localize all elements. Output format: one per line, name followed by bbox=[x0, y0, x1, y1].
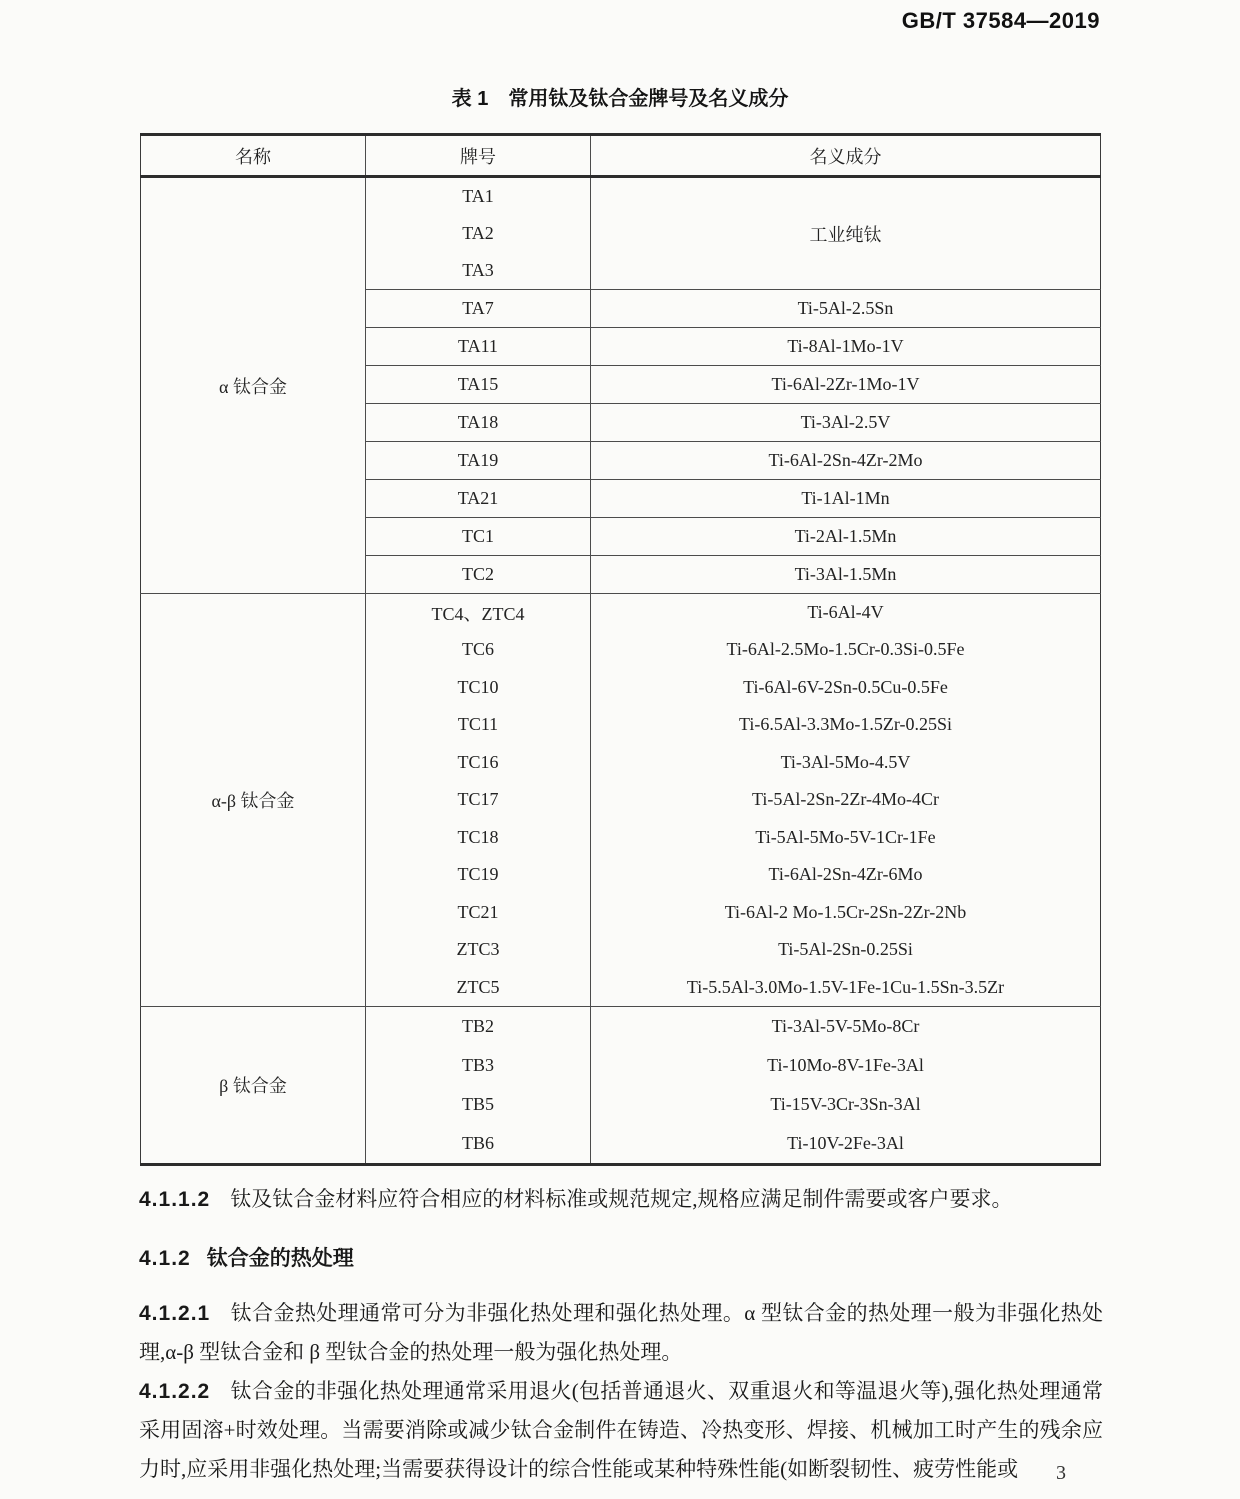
composition-cell: Ti-6Al-6V-2Sn-0.5Cu-0.5Fe bbox=[591, 669, 1101, 707]
page-number: 3 bbox=[1056, 1462, 1066, 1484]
clause-number: 4.1.2.1 bbox=[139, 1302, 211, 1325]
composition-cell: Ti-6Al-2 Mo-1.5Cr-2Sn-2Zr-2Nb bbox=[591, 894, 1101, 932]
grade-cell: ZTC3 bbox=[366, 931, 591, 969]
grade-cell: TA15 bbox=[366, 366, 591, 404]
clause-number: 4.1.1.2 bbox=[139, 1188, 211, 1211]
clause-paragraph-4121 bbox=[139, 1294, 1103, 1372]
composition-cell: Ti-5Al-2.5Sn bbox=[591, 290, 1101, 328]
composition-cell: Ti-3Al-5V-5Mo-8Cr bbox=[591, 1006, 1101, 1046]
clause-text: 钛合金的非强化热处理通常采用退火(包括普通退火、双重退火和等温退火等),强化热处理通常采用固溶+时效处理。当需要消除或减少钛合金制件在铸造、冷热变形、焊接、机械加工时产生的残余应力时,应采用非强化热处理;当需要获得设计的综合性能或某种特殊性能(如断裂韧性、疲劳性能或 bbox=[139, 1379, 1103, 1481]
composition-cell: Ti-3Al-1.5Mn bbox=[591, 556, 1101, 594]
composition-cell: 工业纯钛 bbox=[591, 177, 1101, 290]
grade-cell: TC4、ZTC4 bbox=[366, 594, 591, 632]
composition-cell: Ti-3Al-2.5V bbox=[591, 404, 1101, 442]
composition-cell: Ti-10V-2Fe-3Al bbox=[591, 1125, 1101, 1165]
grade-cell: TA11 bbox=[366, 328, 591, 366]
group-name-cell: α-β 钛合金 bbox=[141, 594, 366, 1007]
group-name-cell: α 钛合金 bbox=[219, 376, 287, 397]
grade-cell: TC10 bbox=[366, 669, 591, 707]
body-text bbox=[139, 1180, 1103, 1489]
grade-cell: TA18 bbox=[366, 404, 591, 442]
clause-number: 4.1.2.2 bbox=[139, 1380, 211, 1403]
composition-cell: Ti-5Al-2Sn-2Zr-4Mo-4Cr bbox=[591, 781, 1101, 819]
clause-paragraph-4112 bbox=[139, 1180, 1103, 1219]
grade-cell: TB5 bbox=[366, 1085, 591, 1125]
grade-cell: TA19 bbox=[366, 442, 591, 480]
grade-cell: TB6 bbox=[366, 1125, 591, 1165]
composition-cell: Ti-5.5Al-3.0Mo-1.5V-1Fe-1Cu-1.5Sn-3.5Zr bbox=[591, 969, 1101, 1007]
composition-cell: Ti-5Al-5Mo-5V-1Cr-1Fe bbox=[591, 819, 1101, 857]
composition-cell: Ti-10Mo-8V-1Fe-3Al bbox=[591, 1046, 1101, 1086]
grade-cell: TC17 bbox=[366, 781, 591, 819]
section-heading-412 bbox=[139, 1239, 1103, 1278]
column-header-composition: 名义成分 bbox=[591, 135, 1101, 177]
composition-cell: Ti-5Al-2Sn-0.25Si bbox=[591, 931, 1101, 969]
grade-cell: TC19 bbox=[366, 856, 591, 894]
column-header-name: 名称 bbox=[141, 135, 366, 177]
grade-line: TA1 bbox=[462, 186, 494, 206]
grade-cell: TC2 bbox=[366, 556, 591, 594]
composition-cell: Ti-6Al-2Sn-4Zr-2Mo bbox=[591, 442, 1101, 480]
clause-paragraph-4122 bbox=[139, 1372, 1103, 1489]
section-heading-text: 钛合金的热处理 bbox=[206, 1247, 354, 1270]
grade-cell: ZTC5 bbox=[366, 969, 591, 1007]
composition-cell: Ti-6.5Al-3.3Mo-1.5Zr-0.25Si bbox=[591, 706, 1101, 744]
grade-line: TA3 bbox=[462, 260, 494, 280]
grade-cell: TC18 bbox=[366, 819, 591, 857]
clause-number: 4.1.2 bbox=[139, 1247, 191, 1270]
composition-cell: Ti-1Al-1Mn bbox=[591, 480, 1101, 518]
clause-text: 钛及钛合金材料应符合相应的材料标准或规范规定,规格应满足制件需要或客户要求。 bbox=[230, 1187, 1013, 1211]
grade-cell: TB2 bbox=[366, 1006, 591, 1046]
table-title: 表 1 常用钛及钛合金牌号及名义成分 bbox=[451, 88, 789, 110]
alloy-table bbox=[140, 133, 1101, 1166]
grade-cell: TC11 bbox=[366, 706, 591, 744]
composition-cell: Ti-15V-3Cr-3Sn-3Al bbox=[591, 1085, 1101, 1125]
grade-cell: TC6 bbox=[366, 631, 591, 669]
standard-code: GB/T 37584—2019 bbox=[901, 8, 1100, 33]
table-row bbox=[141, 177, 1101, 290]
composition-cell: Ti-6Al-2Zr-1Mo-1V bbox=[591, 366, 1101, 404]
composition-cell: Ti-6Al-4V bbox=[591, 594, 1101, 632]
grade-cell: TB3 bbox=[366, 1046, 591, 1086]
grade-cell: TC21 bbox=[366, 894, 591, 932]
table-row bbox=[141, 594, 1101, 632]
grade-cell: TA7 bbox=[366, 290, 591, 328]
table-row bbox=[141, 1006, 1101, 1046]
grade-cell: TC1 bbox=[366, 518, 591, 556]
grade-line: TA2 bbox=[462, 223, 494, 243]
composition-cell: Ti-6Al-2Sn-4Zr-6Mo bbox=[591, 856, 1101, 894]
column-header-grade: 牌号 bbox=[366, 135, 591, 177]
composition-cell: Ti-2Al-1.5Mn bbox=[591, 518, 1101, 556]
table-header-row bbox=[141, 135, 1101, 177]
composition-cell: Ti-3Al-5Mo-4.5V bbox=[591, 744, 1101, 782]
grade-cell bbox=[366, 177, 591, 290]
composition-cell: Ti-8Al-1Mo-1V bbox=[591, 328, 1101, 366]
grade-cell: TC16 bbox=[366, 744, 591, 782]
group-name-cell: β 钛合金 bbox=[141, 1006, 366, 1164]
composition-cell: Ti-6Al-2.5Mo-1.5Cr-0.3Si-0.5Fe bbox=[591, 631, 1101, 669]
clause-text: 钛合金热处理通常可分为非强化热处理和强化热处理。α 型钛合金的热处理一般为非强化热处理,α-β 型钛合金和 β 型钛合金的热处理一般为强化热处理。 bbox=[139, 1301, 1103, 1364]
grade-cell: TA21 bbox=[366, 480, 591, 518]
